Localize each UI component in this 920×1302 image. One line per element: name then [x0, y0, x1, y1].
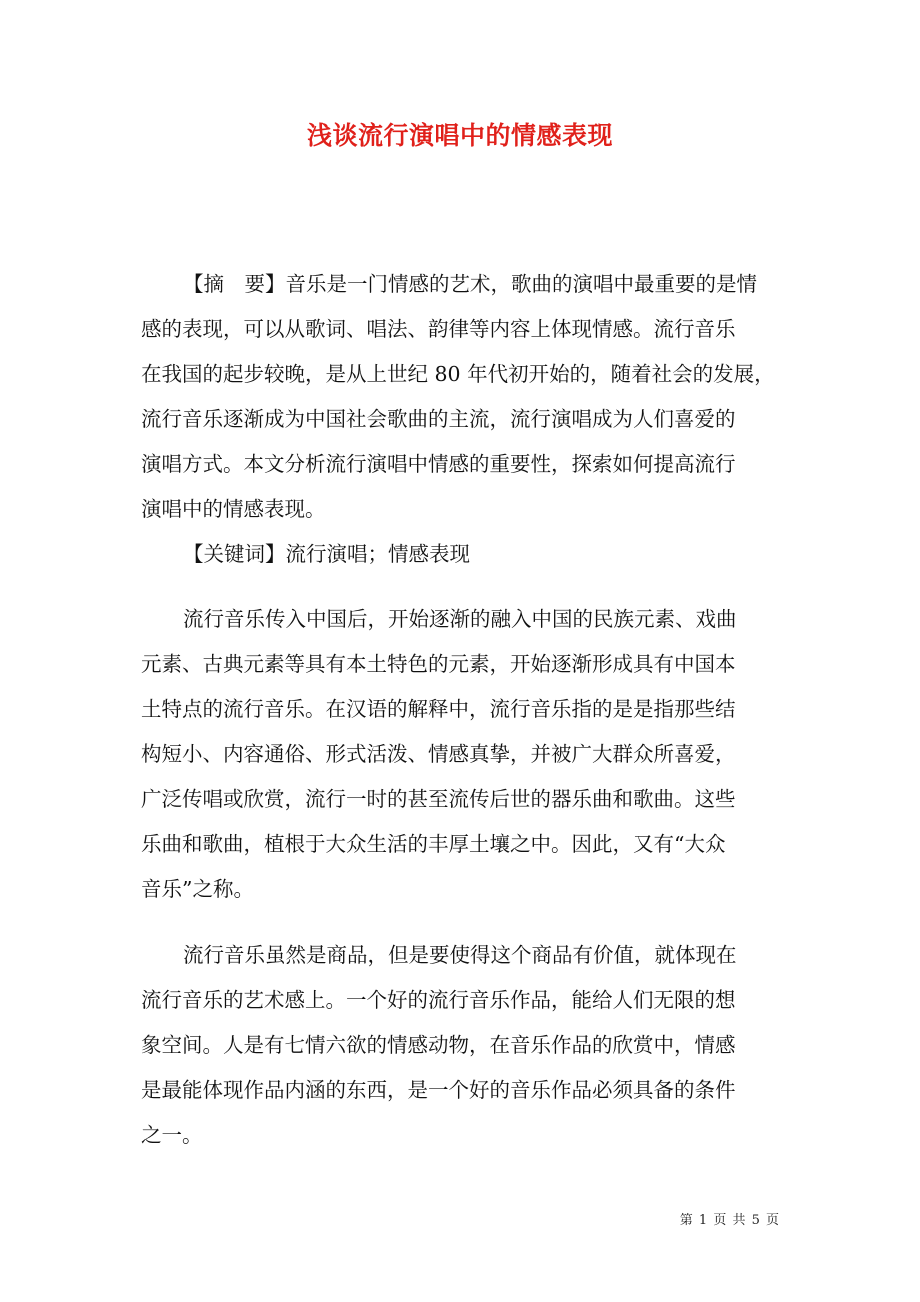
- paragraph-line: 象空间。人是有七情六欲的情感动物，在音乐作品的欣赏中，情感: [141, 1033, 736, 1057]
- paragraph-line: 广泛传唱或欣赏，流行一时的甚至流传后世的器乐曲和歌曲。这些: [141, 787, 736, 811]
- paragraph-line: 流行音乐虽然是商品，但是要使得这个商品有价值，就体现在: [183, 943, 737, 967]
- abstract: [141, 262, 781, 577]
- abstract-line: 演唱中的情感表现。: [141, 497, 326, 521]
- paragraph-line: 构短小、内容通俗、形式活泼、情感真挚，并被广大群众所喜爱，: [141, 742, 736, 766]
- page-title: 浅谈流行演唱中的情感表现: [306, 121, 613, 150]
- paragraph-line: 是最能体现作品内涵的东西，是一个好的音乐作品必须具备的条件: [141, 1078, 736, 1102]
- abstract-line: 在我国的起步较晚，是从上世纪 80 年代初开始的，随着社会的发展，: [141, 362, 775, 386]
- abstract-line: 演唱方式。本文分析流行演唱中情感的重要性，探索如何提高流行: [141, 452, 736, 476]
- paragraph-line: 音乐”之称。: [141, 877, 254, 901]
- page-indicator: 第 1 页 共 5 页: [679, 1213, 780, 1228]
- abstract-line: 【摘 要】音乐是一门情感的艺术，歌曲的演唱中最重要的是情: [183, 272, 757, 296]
- abstract-line: 流行音乐逐渐成为中国社会歌曲的主流，流行演唱成为人们喜爱的: [141, 407, 736, 431]
- paragraph-line: 土特点的流行音乐。在汉语的解释中，流行音乐指的是是指那些结: [141, 697, 736, 721]
- paragraph-2: [141, 933, 781, 1158]
- abstract-line: 感的表现，可以从歌词、唱法、韵律等内容上体现情感。流行音乐: [141, 317, 736, 341]
- paragraph-line: 流行音乐的艺术感上。一个好的流行音乐作品，能给人们无限的想: [141, 988, 736, 1012]
- paragraph-line: 流行音乐传入中国后，开始逐渐的融入中国的民族元素、戏曲: [183, 607, 737, 631]
- paragraph-line: 乐曲和歌曲，植根于大众生活的丰厚土壤之中。因此，又有“大众: [141, 832, 726, 856]
- paragraph-line: 之一。: [141, 1123, 203, 1147]
- keywords-line: 【关键词】流行演唱；情感表现: [183, 542, 470, 566]
- paragraph-1: [141, 597, 781, 912]
- paragraph-line: 元素、古典元素等具有本土特色的元素，开始逐渐形成具有中国本: [141, 652, 736, 676]
